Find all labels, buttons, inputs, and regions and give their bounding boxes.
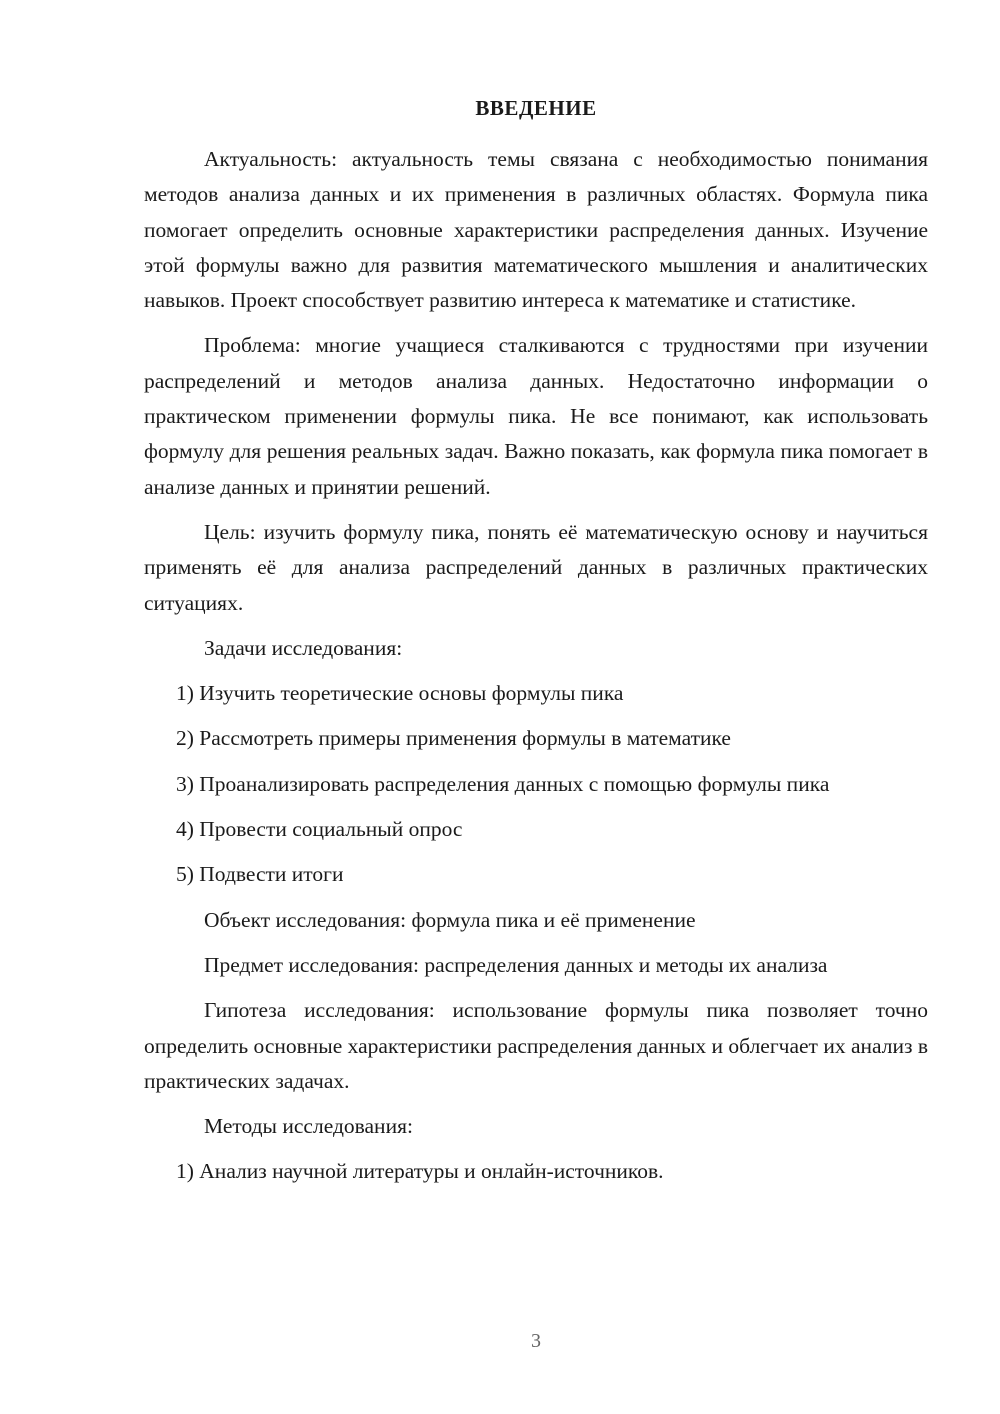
task-item: 1) Изучить теоретические основы формулы пика	[176, 681, 624, 706]
goal-paragraph: Цель: изучить формулу пика, понять её математическую основу и научиться применять её для анализа распределений данных в различных практических ситуациях.	[144, 519, 928, 615]
task-item: 3) Проанализировать распределения данных с помощью формулы пика	[176, 771, 830, 796]
task-item: 2) Рассмотреть примеры применения формулы в математике	[176, 726, 731, 751]
page-number: 3	[531, 1330, 541, 1352]
tasks-heading: Задачи исследования:	[204, 635, 403, 660]
problem-paragraph: Проблема: многие учащиеся сталкиваются с трудностями при изучении распределений и методов анализа данных. Недостаточно информации о практическом применении формулы пика. Не все понимают, как использовать формулу для решения реальных задач. Важно показать, как формула пика помогает в анализе данных и принятии решений.	[144, 333, 928, 499]
document-body	[144, 142, 928, 1200]
task-item: 5) Подвести итоги	[176, 862, 344, 887]
subject-paragraph: Предмет исследования: распределения данных и методы их анализа	[204, 952, 828, 977]
methods-heading: Методы исследования:	[204, 1114, 413, 1139]
task-item: 4) Провести социальный опрос	[176, 817, 463, 842]
section-title: ВВЕДЕНИЕ	[475, 96, 597, 120]
method-item: 1) Анализ научной литературы и онлайн-источников.	[176, 1159, 664, 1184]
hypothesis-paragraph: Гипотеза исследования: использование формулы пика позволяет точно определить основные характеристики распределения данных и облегчает их анализ в практических задачах.	[144, 998, 928, 1093]
relevance-paragraph: Актуальность: актуальность темы связана с необходимостью понимания методов анализа данных и их применения в различных областях. Формула пика помогает определить основные характеристики распределения данных. Изучение этой формулы важно для развития математического мышления и аналитических навыков. Проект способствует развитию интереса к математике и статистике.	[144, 147, 928, 313]
object-paragraph: Объект исследования: формула пика и её применение	[204, 907, 696, 932]
